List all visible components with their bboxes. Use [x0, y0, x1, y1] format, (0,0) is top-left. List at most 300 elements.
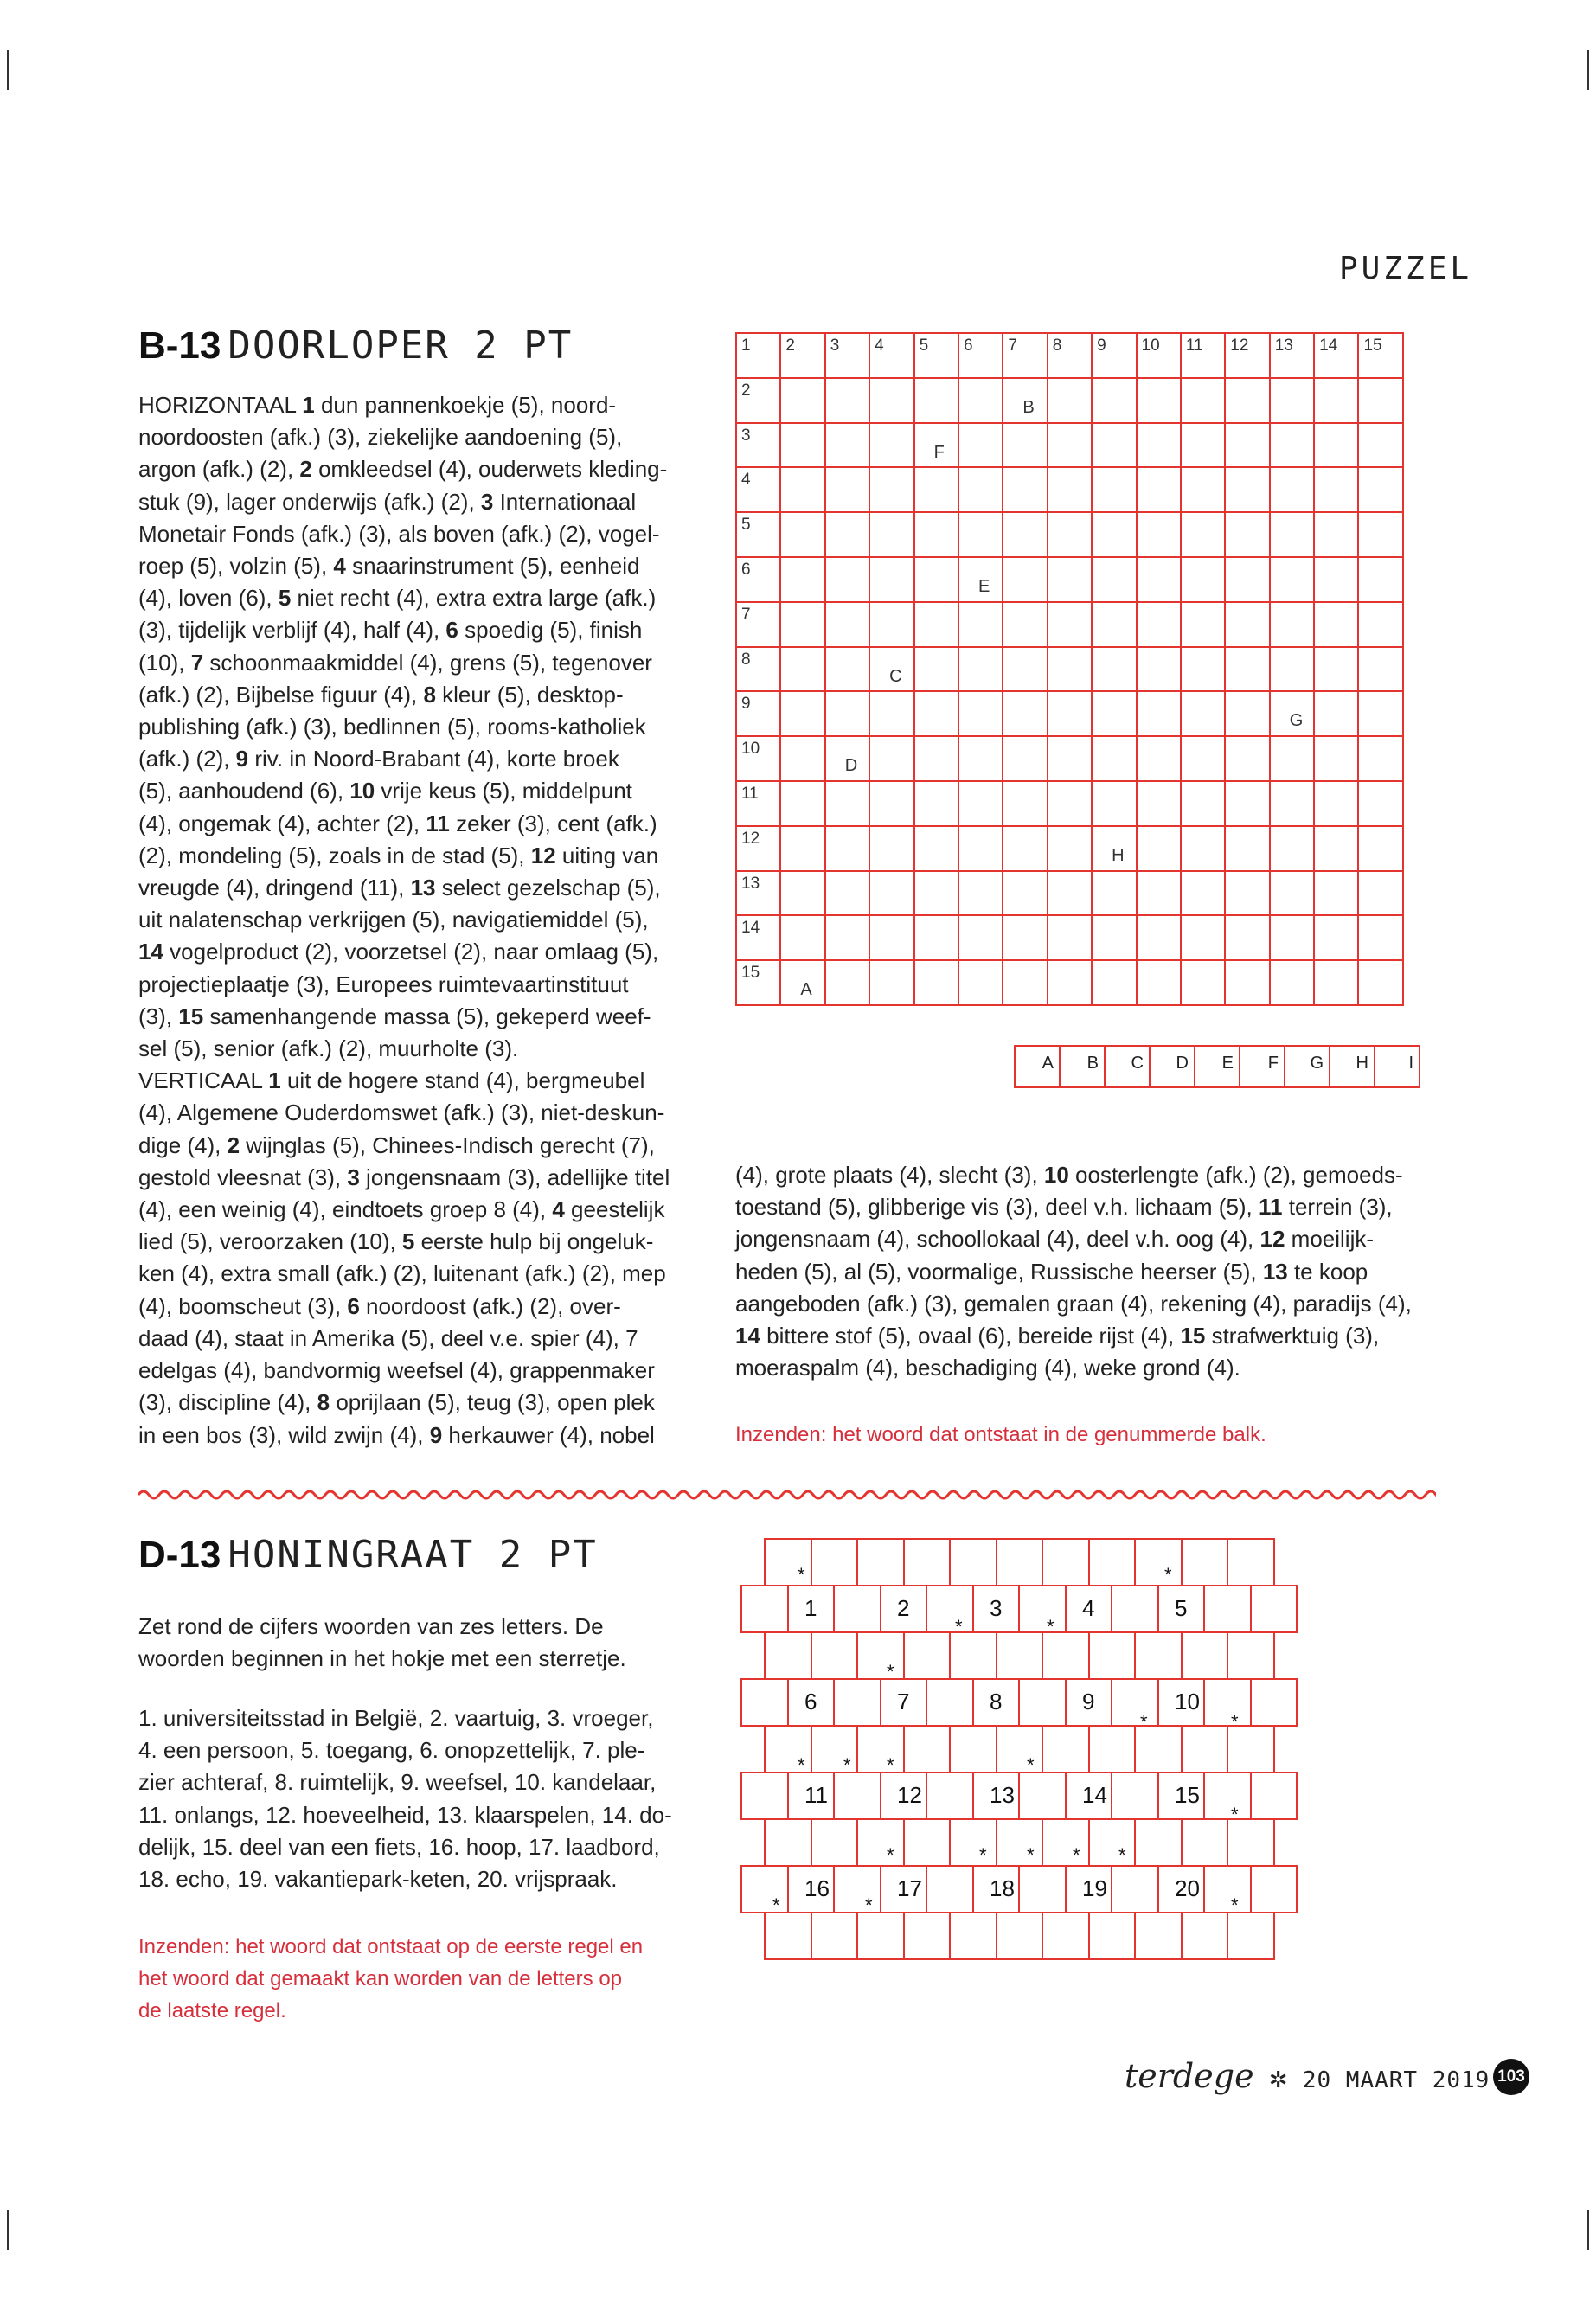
grid-cell[interactable] [1358, 781, 1402, 826]
grid-cell[interactable] [1092, 467, 1136, 512]
grid-cell[interactable] [1314, 602, 1358, 647]
honeycomb-cell[interactable] [740, 1865, 789, 1913]
honeycomb-cell[interactable] [903, 1725, 952, 1773]
grid-cell[interactable] [869, 467, 913, 512]
grid-cell[interactable] [1314, 423, 1358, 468]
grid-cell[interactable] [914, 736, 958, 781]
solution-bar-cell[interactable] [1195, 1046, 1240, 1087]
grid-cell[interactable] [1181, 915, 1225, 960]
grid-cell[interactable] [869, 871, 913, 916]
grid-cell[interactable] [914, 423, 958, 468]
grid-cell[interactable] [1003, 512, 1047, 557]
grid-cell[interactable] [1270, 691, 1314, 736]
grid-cell[interactable] [869, 736, 913, 781]
honeycomb-cell[interactable] [1018, 1678, 1067, 1727]
grid-cell[interactable] [736, 781, 780, 826]
grid-cell[interactable] [914, 915, 958, 960]
grid-cell[interactable] [1137, 871, 1181, 916]
grid-cell[interactable] [869, 378, 913, 423]
honeycomb-cell[interactable] [856, 1818, 905, 1867]
grid-cell[interactable] [1092, 826, 1136, 871]
grid-cell[interactable] [1270, 602, 1314, 647]
grid-cell[interactable] [1003, 647, 1047, 692]
grid-cell[interactable] [1137, 960, 1181, 1005]
grid-cell[interactable] [1225, 647, 1269, 692]
grid-cell[interactable] [736, 691, 780, 736]
honeycomb-cell[interactable] [833, 1772, 881, 1820]
grid-cell[interactable] [914, 871, 958, 916]
grid-cell[interactable] [1137, 467, 1181, 512]
grid-cell[interactable] [958, 647, 1003, 692]
solution-bar-cell[interactable] [1330, 1046, 1375, 1087]
grid-cell[interactable] [1092, 423, 1136, 468]
grid-cell[interactable] [1314, 826, 1358, 871]
grid-cell[interactable] [1181, 960, 1225, 1005]
honeycomb-cell[interactable] [1134, 1912, 1183, 1960]
grid-cell[interactable] [869, 602, 913, 647]
grid-cell[interactable] [1225, 826, 1269, 871]
grid-cell[interactable] [1358, 378, 1402, 423]
grid-cell[interactable] [1358, 736, 1402, 781]
honeycomb-cell[interactable] [1181, 1725, 1229, 1773]
grid-cell[interactable] [736, 960, 780, 1005]
grid-cell[interactable] [1270, 826, 1314, 871]
grid-cell[interactable] [1225, 915, 1269, 960]
grid-cell[interactable] [869, 960, 913, 1005]
honeycomb-cell[interactable] [1181, 1538, 1229, 1586]
honeycomb-cell[interactable] [1134, 1631, 1183, 1680]
grid-cell[interactable] [869, 557, 913, 602]
grid-cell[interactable] [780, 333, 824, 378]
grid-cell[interactable] [1137, 557, 1181, 602]
grid-cell[interactable] [1314, 915, 1358, 960]
grid-cell[interactable] [1003, 557, 1047, 602]
grid-cell[interactable] [736, 333, 780, 378]
grid-cell[interactable] [1003, 871, 1047, 916]
honeycomb-cell[interactable] [949, 1818, 997, 1867]
grid-cell[interactable] [1358, 557, 1402, 602]
grid-cell[interactable] [1314, 512, 1358, 557]
honeycomb-cell[interactable] [1088, 1725, 1137, 1773]
grid-cell[interactable] [1358, 467, 1402, 512]
grid-cell[interactable] [1314, 781, 1358, 826]
grid-cell[interactable] [1137, 602, 1181, 647]
grid-cell[interactable] [825, 826, 869, 871]
honeycomb-cell[interactable] [926, 1772, 974, 1820]
grid-cell[interactable] [1181, 826, 1225, 871]
grid-cell[interactable] [825, 871, 869, 916]
honeycomb-cell[interactable] [1018, 1585, 1067, 1633]
honeycomb-cell[interactable] [764, 1631, 812, 1680]
grid-cell[interactable] [1314, 557, 1358, 602]
grid-cell[interactable] [1181, 557, 1225, 602]
honeycomb-cell[interactable] [1227, 1631, 1275, 1680]
grid-cell[interactable] [1003, 333, 1047, 378]
grid-cell[interactable] [780, 512, 824, 557]
grid-cell[interactable] [958, 557, 1003, 602]
grid-cell[interactable] [1003, 423, 1047, 468]
grid-cell[interactable] [869, 691, 913, 736]
grid-cell[interactable] [1358, 423, 1402, 468]
grid-cell[interactable] [869, 423, 913, 468]
grid-cell[interactable] [736, 736, 780, 781]
grid-cell[interactable] [825, 378, 869, 423]
grid-cell[interactable] [1270, 557, 1314, 602]
grid-cell[interactable] [869, 781, 913, 826]
grid-cell[interactable] [1092, 557, 1136, 602]
honeycomb-cell[interactable] [811, 1912, 859, 1960]
grid-cell[interactable] [1137, 781, 1181, 826]
honeycomb-cell[interactable] [1250, 1678, 1298, 1727]
grid-cell[interactable] [1048, 467, 1092, 512]
honeycomb-cell[interactable] [903, 1912, 952, 1960]
grid-cell[interactable] [1181, 647, 1225, 692]
honeycomb-cell[interactable] [903, 1538, 952, 1586]
grid-cell[interactable] [1137, 423, 1181, 468]
grid-cell[interactable] [914, 602, 958, 647]
honeycomb-cell[interactable] [903, 1818, 952, 1867]
grid-cell[interactable] [1225, 333, 1269, 378]
grid-cell[interactable] [1314, 871, 1358, 916]
grid-cell[interactable] [1358, 826, 1402, 871]
honeycomb-cell[interactable] [740, 1585, 789, 1633]
grid-cell[interactable] [736, 826, 780, 871]
grid-cell[interactable] [1137, 378, 1181, 423]
honeycomb-cell[interactable] [949, 1912, 997, 1960]
honeycomb-cell[interactable] [1250, 1772, 1298, 1820]
grid-cell[interactable] [1225, 691, 1269, 736]
honeycomb-cell[interactable] [926, 1865, 974, 1913]
honeycomb-cell[interactable] [1111, 1585, 1159, 1633]
grid-cell[interactable] [914, 826, 958, 871]
grid-cell[interactable] [1358, 602, 1402, 647]
honeycomb-cell[interactable] [949, 1725, 997, 1773]
solution-bar-cell[interactable] [1015, 1046, 1060, 1087]
honeycomb-cell[interactable] [833, 1678, 881, 1727]
honeycomb-cell[interactable] [1018, 1865, 1067, 1913]
grid-cell[interactable] [1092, 512, 1136, 557]
honeycomb-cell[interactable] [949, 1631, 997, 1680]
grid-cell[interactable] [780, 647, 824, 692]
honeycomb-cell[interactable] [1111, 1865, 1159, 1913]
grid-cell[interactable] [958, 960, 1003, 1005]
honeycomb-cell[interactable] [903, 1631, 952, 1680]
grid-cell[interactable] [780, 467, 824, 512]
honeycomb-cell[interactable] [764, 1818, 812, 1867]
grid-cell[interactable] [1137, 512, 1181, 557]
grid-cell[interactable] [1003, 602, 1047, 647]
grid-cell[interactable] [914, 960, 958, 1005]
grid-cell[interactable] [1048, 378, 1092, 423]
honeycomb-cell[interactable] [1203, 1678, 1252, 1727]
grid-cell[interactable] [825, 647, 869, 692]
grid-cell[interactable] [1003, 378, 1047, 423]
honeycomb-cell[interactable] [1088, 1538, 1137, 1586]
grid-cell[interactable] [1003, 960, 1047, 1005]
grid-cell[interactable] [825, 512, 869, 557]
grid-cell[interactable] [780, 423, 824, 468]
grid-cell[interactable] [1048, 333, 1092, 378]
grid-cell[interactable] [825, 781, 869, 826]
honeycomb-cell[interactable] [1181, 1912, 1229, 1960]
grid-cell[interactable] [1181, 333, 1225, 378]
solution-bar-cell[interactable] [1285, 1046, 1330, 1087]
grid-cell[interactable] [780, 960, 824, 1005]
grid-cell[interactable] [1314, 333, 1358, 378]
grid-cell[interactable] [1181, 378, 1225, 423]
honeycomb-cell[interactable] [1134, 1818, 1183, 1867]
grid-cell[interactable] [1358, 512, 1402, 557]
grid-cell[interactable] [1048, 647, 1092, 692]
grid-cell[interactable] [958, 602, 1003, 647]
grid-cell[interactable] [736, 871, 780, 916]
grid-cell[interactable] [780, 602, 824, 647]
grid-cell[interactable] [958, 826, 1003, 871]
grid-cell[interactable] [1003, 467, 1047, 512]
grid-cell[interactable] [914, 691, 958, 736]
honeycomb-cell[interactable] [1227, 1538, 1275, 1586]
grid-cell[interactable] [1048, 602, 1092, 647]
honeycomb-cell[interactable] [856, 1631, 905, 1680]
grid-cell[interactable] [914, 378, 958, 423]
grid-cell[interactable] [1270, 467, 1314, 512]
grid-cell[interactable] [780, 826, 824, 871]
grid-cell[interactable] [1270, 423, 1314, 468]
honeycomb-cell[interactable] [1181, 1818, 1229, 1867]
honeycomb-cell[interactable] [811, 1631, 859, 1680]
grid-cell[interactable] [1270, 378, 1314, 423]
honeycomb-cell[interactable] [926, 1678, 974, 1727]
grid-cell[interactable] [958, 512, 1003, 557]
grid-cell[interactable] [1181, 781, 1225, 826]
grid-cell[interactable] [1270, 781, 1314, 826]
grid-cell[interactable] [1314, 691, 1358, 736]
grid-cell[interactable] [1225, 378, 1269, 423]
grid-cell[interactable] [1314, 736, 1358, 781]
honeycomb-cell[interactable] [833, 1585, 881, 1633]
grid-cell[interactable] [1137, 691, 1181, 736]
grid-cell[interactable] [1314, 647, 1358, 692]
grid-cell[interactable] [736, 378, 780, 423]
grid-cell[interactable] [1181, 602, 1225, 647]
solution-bar-cell[interactable] [1150, 1046, 1195, 1087]
grid-cell[interactable] [1225, 557, 1269, 602]
honeycomb-cell[interactable] [1181, 1631, 1229, 1680]
honeycomb-cell[interactable] [856, 1912, 905, 1960]
grid-cell[interactable] [914, 781, 958, 826]
grid-cell[interactable] [1225, 512, 1269, 557]
grid-cell[interactable] [1358, 960, 1402, 1005]
grid-cell[interactable] [914, 333, 958, 378]
grid-cell[interactable] [736, 557, 780, 602]
honeycomb-cell[interactable] [996, 1725, 1044, 1773]
solution-bar-cell[interactable] [1105, 1046, 1150, 1087]
grid-cell[interactable] [1358, 691, 1402, 736]
grid-cell[interactable] [825, 960, 869, 1005]
grid-cell[interactable] [869, 647, 913, 692]
grid-cell[interactable] [1181, 423, 1225, 468]
honeycomb-cell[interactable] [1227, 1912, 1275, 1960]
grid-cell[interactable] [958, 691, 1003, 736]
grid-cell[interactable] [736, 602, 780, 647]
honeycomb-cell[interactable] [740, 1678, 789, 1727]
honeycomb-cell[interactable] [1088, 1912, 1137, 1960]
honeycomb-cell[interactable] [926, 1585, 974, 1633]
honeycomb-cell[interactable] [811, 1538, 859, 1586]
grid-cell[interactable] [958, 736, 1003, 781]
grid-cell[interactable] [1048, 781, 1092, 826]
grid-cell[interactable] [1048, 871, 1092, 916]
grid-cell[interactable] [1225, 423, 1269, 468]
grid-cell[interactable] [914, 467, 958, 512]
grid-cell[interactable] [1181, 467, 1225, 512]
grid-cell[interactable] [1003, 781, 1047, 826]
grid-cell[interactable] [1092, 647, 1136, 692]
grid-cell[interactable] [825, 423, 869, 468]
honeycomb-cell[interactable] [1250, 1585, 1298, 1633]
grid-cell[interactable] [780, 691, 824, 736]
honeycomb-cell[interactable] [856, 1538, 905, 1586]
honeycomb-cell[interactable] [833, 1865, 881, 1913]
grid-cell[interactable] [1358, 647, 1402, 692]
grid-cell[interactable] [1270, 736, 1314, 781]
grid-cell[interactable] [736, 467, 780, 512]
solution-bar-cell[interactable] [1060, 1046, 1105, 1087]
grid-cell[interactable] [1270, 647, 1314, 692]
honeycomb-cell[interactable] [740, 1772, 789, 1820]
grid-cell[interactable] [958, 378, 1003, 423]
solution-bar-cell[interactable] [1375, 1046, 1420, 1087]
honeycomb-cell[interactable] [996, 1631, 1044, 1680]
grid-cell[interactable] [1048, 960, 1092, 1005]
grid-cell[interactable] [1092, 781, 1136, 826]
grid-cell[interactable] [958, 467, 1003, 512]
grid-cell[interactable] [1225, 781, 1269, 826]
grid-cell[interactable] [1181, 691, 1225, 736]
grid-cell[interactable] [958, 781, 1003, 826]
honeycomb-cell[interactable] [1203, 1585, 1252, 1633]
grid-cell[interactable] [1225, 467, 1269, 512]
grid-cell[interactable] [1181, 512, 1225, 557]
grid-cell[interactable] [1314, 378, 1358, 423]
grid-cell[interactable] [1137, 333, 1181, 378]
solution-bar-cell[interactable] [1240, 1046, 1285, 1087]
grid-cell[interactable] [1270, 915, 1314, 960]
grid-cell[interactable] [1048, 915, 1092, 960]
grid-cell[interactable] [1225, 602, 1269, 647]
honeycomb-cell[interactable] [1134, 1538, 1183, 1586]
grid-cell[interactable] [736, 512, 780, 557]
honeycomb-cell[interactable] [1203, 1772, 1252, 1820]
grid-cell[interactable] [1181, 871, 1225, 916]
grid-cell[interactable] [736, 423, 780, 468]
grid-cell[interactable] [1092, 871, 1136, 916]
honeycomb-cell[interactable] [996, 1538, 1044, 1586]
honeycomb-cell[interactable] [996, 1818, 1044, 1867]
grid-cell[interactable] [1314, 467, 1358, 512]
grid-cell[interactable] [1358, 915, 1402, 960]
grid-cell[interactable] [825, 736, 869, 781]
grid-cell[interactable] [780, 915, 824, 960]
grid-cell[interactable] [1314, 960, 1358, 1005]
grid-cell[interactable] [780, 871, 824, 916]
grid-cell[interactable] [1225, 960, 1269, 1005]
grid-cell[interactable] [736, 915, 780, 960]
honeycomb-cell[interactable] [856, 1725, 905, 1773]
honeycomb-cell[interactable] [1203, 1865, 1252, 1913]
grid-cell[interactable] [780, 557, 824, 602]
grid-cell[interactable] [914, 512, 958, 557]
grid-cell[interactable] [1092, 960, 1136, 1005]
grid-cell[interactable] [825, 333, 869, 378]
grid-cell[interactable] [1003, 826, 1047, 871]
grid-cell[interactable] [1137, 826, 1181, 871]
grid-cell[interactable] [1048, 826, 1092, 871]
grid-cell[interactable] [1092, 378, 1136, 423]
grid-cell[interactable] [1092, 915, 1136, 960]
grid-cell[interactable] [825, 915, 869, 960]
grid-cell[interactable] [869, 915, 913, 960]
grid-cell[interactable] [825, 467, 869, 512]
grid-cell[interactable] [1225, 736, 1269, 781]
grid-cell[interactable] [869, 826, 913, 871]
grid-cell[interactable] [1092, 333, 1136, 378]
grid-cell[interactable] [1270, 960, 1314, 1005]
grid-cell[interactable] [1137, 736, 1181, 781]
grid-cell[interactable] [1048, 736, 1092, 781]
grid-cell[interactable] [1270, 871, 1314, 916]
grid-cell[interactable] [1270, 333, 1314, 378]
honeycomb-cell[interactable] [1042, 1912, 1090, 1960]
grid-cell[interactable] [1003, 736, 1047, 781]
honeycomb-cell[interactable] [1088, 1818, 1137, 1867]
honeycomb-cell[interactable] [949, 1538, 997, 1586]
grid-cell[interactable] [958, 871, 1003, 916]
grid-cell[interactable] [958, 423, 1003, 468]
honeycomb-cell[interactable] [1018, 1772, 1067, 1820]
grid-cell[interactable] [1048, 557, 1092, 602]
honeycomb-cell[interactable] [1250, 1865, 1298, 1913]
grid-cell[interactable] [780, 781, 824, 826]
grid-cell[interactable] [1225, 871, 1269, 916]
honeycomb-cell[interactable] [1042, 1538, 1090, 1586]
honeycomb-cell[interactable] [996, 1912, 1044, 1960]
grid-cell[interactable] [825, 557, 869, 602]
grid-cell[interactable] [1092, 691, 1136, 736]
grid-cell[interactable] [1003, 691, 1047, 736]
honeycomb-cell[interactable] [1111, 1678, 1159, 1727]
grid-cell[interactable] [1048, 512, 1092, 557]
grid-cell[interactable] [1048, 423, 1092, 468]
grid-cell[interactable] [780, 736, 824, 781]
honeycomb-cell[interactable] [1042, 1725, 1090, 1773]
honeycomb-cell[interactable] [1111, 1772, 1159, 1820]
grid-cell[interactable] [780, 378, 824, 423]
honeycomb-cell[interactable] [1042, 1631, 1090, 1680]
honeycomb-cell[interactable] [811, 1818, 859, 1867]
grid-cell[interactable] [825, 691, 869, 736]
grid-cell[interactable] [1137, 647, 1181, 692]
grid-cell[interactable] [1181, 736, 1225, 781]
grid-cell[interactable] [825, 602, 869, 647]
grid-cell[interactable] [958, 333, 1003, 378]
honeycomb-cell[interactable] [1088, 1631, 1137, 1680]
grid-cell[interactable] [1048, 691, 1092, 736]
grid-cell[interactable] [1003, 915, 1047, 960]
grid-cell[interactable] [958, 915, 1003, 960]
honeycomb-cell[interactable] [764, 1912, 812, 1960]
grid-cell[interactable] [869, 512, 913, 557]
